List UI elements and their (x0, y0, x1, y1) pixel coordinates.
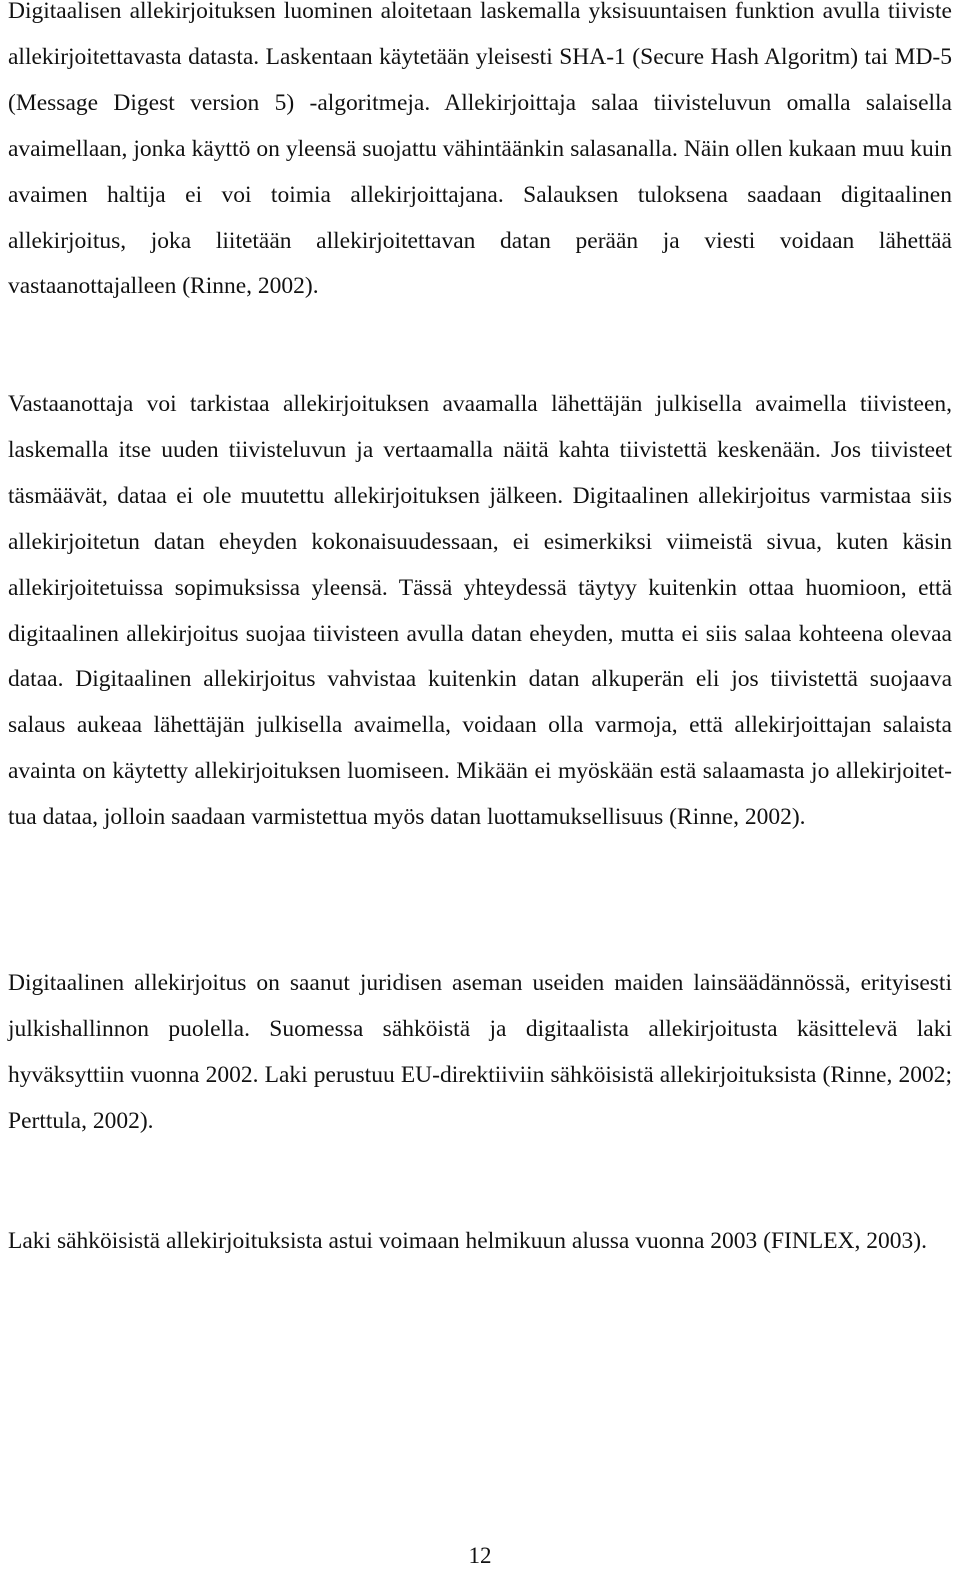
paragraph-law-in-force: Laki sähköisistä allekirjoituksista astui voimaan helmikuun alussa vuonna 2003 (FINLEX, 2003). (8, 1228, 927, 1254)
paragraph-legal-status: Digitaalinen allekirjoitus on saanut juridisen aseman useiden maiden lainsäädännössä, erityisesti julkishallinnon puolella. Suomessa sähköistä ja digitaalista allekirjoitusta käsittelevä laki hyväksyttiin vuonna 2002. Laki perustuu EU-direktiiviin sähköisistä allekirjoituksista (Rinne, 2002; Perttula, 2002). (8, 970, 952, 1134)
page-number: 12 (468, 1543, 492, 1568)
paragraph-signature-verification: Vastaanottaja voi tarkistaa allekirjoituksen avaamalla lähettäjän julkisella avaimella tiivisteen, laskemalla itse uuden tiivisteluvun ja vertaamalla näitä kahta tiivistettä keskenään. Jos tiivisteet täsmäävät, dataa ei ole muutettu allekirjoituksen jälkeen. Digitaalinen allekirjoitus varmistaa siis allekirjoitetun datan eheyden kokonaisuudessaan, ei esimerkiksi viimeistä sivua, kuten käsin allekirjoitetuissa sopimuksissa yleensä. Tässä yhteydessä täytyy kuitenkin ottaa huomioon, että digitaalinen allekirjoitus suojaa tiivisteen avulla datan eheyden, mutta ei siis salaa kohteena olevaa dataa. Digitaalinen allekirjoitus vahvistaa kuitenkin datan alkuperän eli jos tiivistettä suojaava salaus aukeaa lähettäjän julkisella avaimella, voidaan olla varmoja, että allekirjoittajan salaista avainta on käytetty allekirjoituksen luomiseen. Mikään ei myöskään estä salaamasta jo allekirjoitettua dataa, jolloin saadaan varmistettua myös datan luottamuksellisuus (Rinne, 2002). (8, 391, 952, 831)
paragraph-digital-signature-creation: Digitaalisen allekirjoituksen luominen aloitetaan laskemalla yksisuuntaisen funktion avulla tiiviste allekirjoitettavasta datasta. Laskentaan käytetään yleisesti SHA-1 (Secure Hash Algoritm) tai MD-5 (Message Digest version 5) -algoritmeja. Allekirjoittaja salaa tiivisteluvun omalla salaisella avaimellaan, jonka käyttö on yleensä suojattu vähintäänkin salasanalla. Näin ollen kukaan muu kuin avaimen haltija ei voi toimia allekirjoittajana. Salauksen tuloksena saadaan digitaalinen allekirjoitus, joka liitetään allekirjoitettavan datan perään ja viesti voidaan lähettää vastaanottajalleen (Rinne, 2002). (8, 0, 952, 300)
